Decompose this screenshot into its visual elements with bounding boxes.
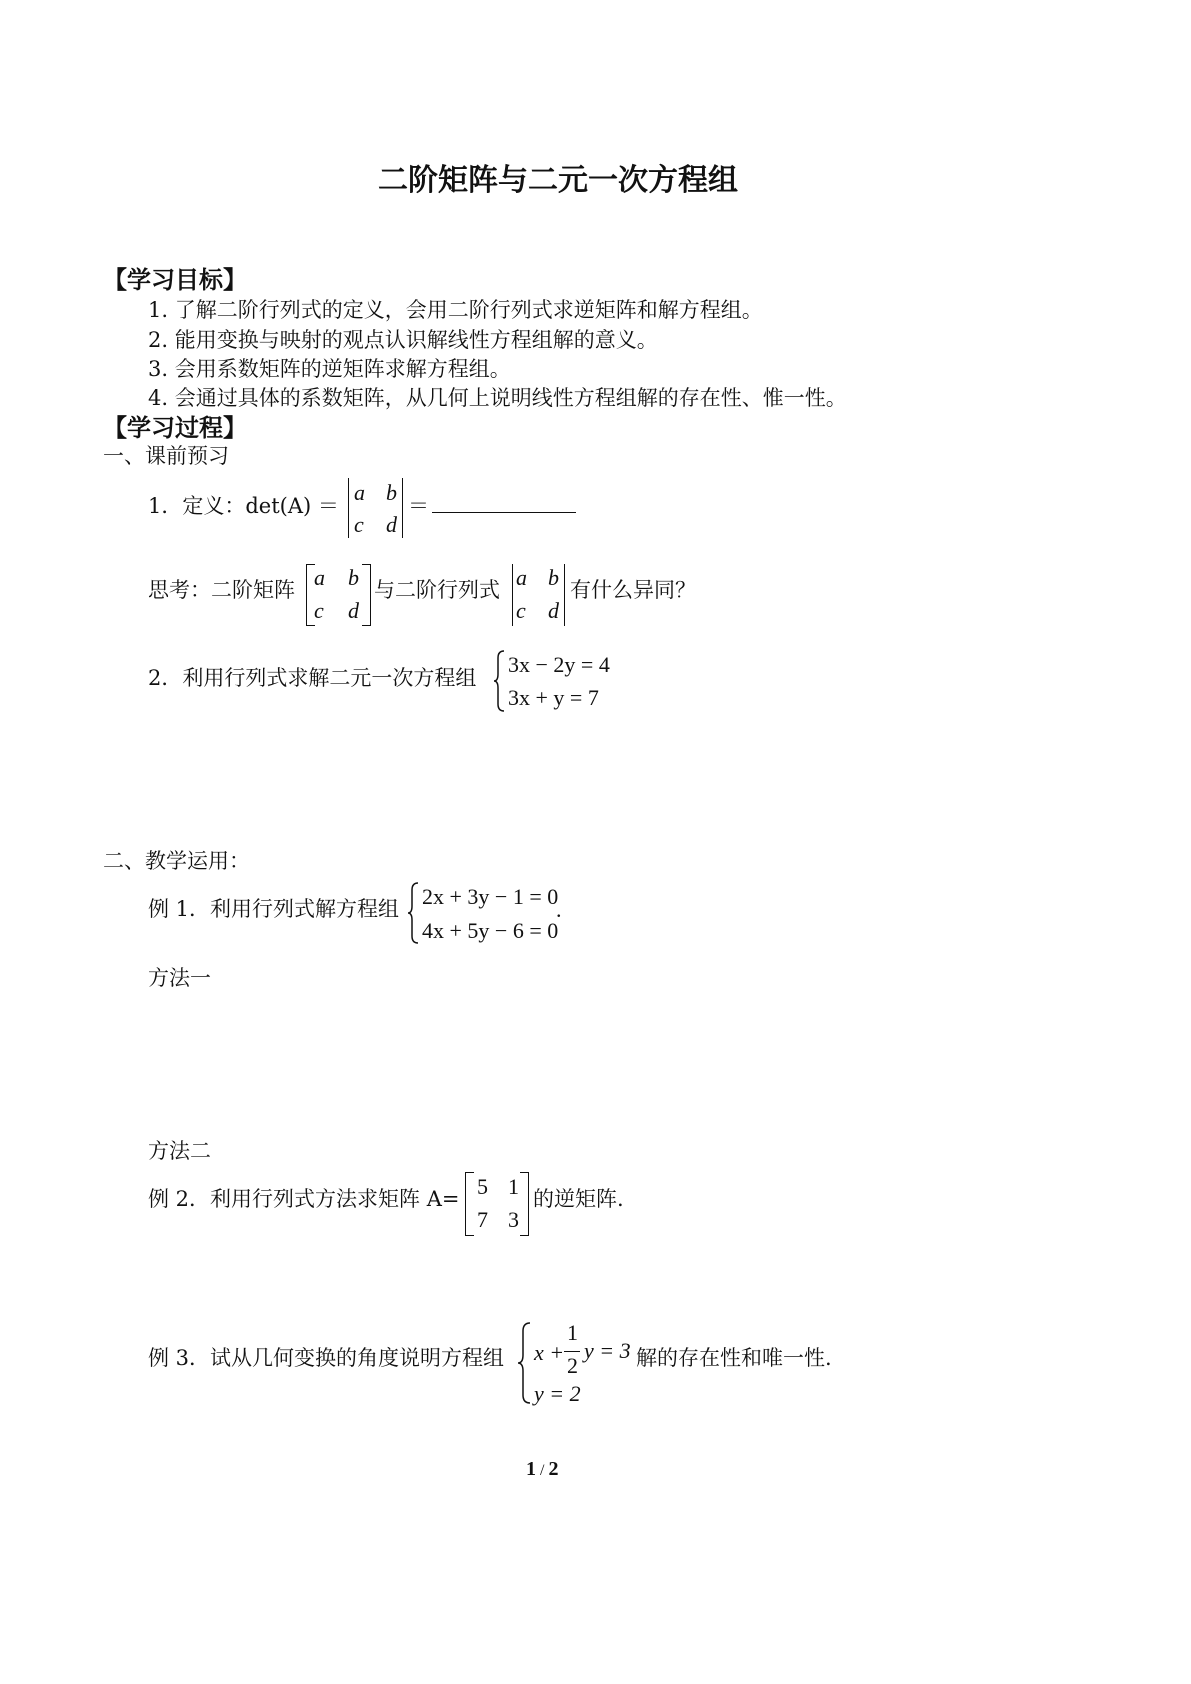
matrix-right-bracket <box>362 564 371 626</box>
goals-heading: 【学习目标】 <box>103 266 247 294</box>
ex1-eq1: 2x + 3y − 1 = 0 <box>422 884 559 909</box>
ex3-label: 例 3．试从几何变换的角度说明方程组 <box>148 1346 505 1370</box>
ex3-eq2: y = 2 <box>534 1381 581 1406</box>
ex3-eq1-left: x + <box>534 1340 565 1365</box>
det-a: a <box>354 480 365 505</box>
ex3-frac-den: 2 <box>567 1353 578 1378</box>
ex2-m12: 1 <box>508 1174 519 1199</box>
think-det-a: a <box>516 565 527 590</box>
page-current: 1 <box>526 1458 536 1480</box>
q2-brace <box>494 650 506 712</box>
ex1-brace <box>408 882 420 944</box>
answer-blank[interactable] <box>432 512 576 513</box>
q1-label: 1．定义：det(A) ＝ <box>148 494 339 518</box>
ex2-left-bracket <box>465 1172 474 1236</box>
think-middle: 与二阶行列式 <box>374 578 500 602</box>
page-total: 2 <box>548 1458 559 1480</box>
ex3-frac-line <box>564 1351 580 1352</box>
ex1-label: 例 1．利用行列式解方程组 <box>148 897 400 921</box>
goal-item-4: 4. 会通过具体的系数矩阵，从几何上说明线性方程组解的存在性、惟一性。 <box>148 386 847 410</box>
part1-heading: 一、课前预习 <box>103 444 229 468</box>
q2-label: 2．利用行列式求解二元一次方程组 <box>148 666 477 690</box>
det-d: d <box>386 512 397 537</box>
ex2-m11: 5 <box>477 1174 488 1199</box>
ex2-suffix: 的逆矩阵. <box>533 1187 624 1211</box>
det-right-bar <box>402 478 403 538</box>
ex3-suffix: 解的存在性和唯一性. <box>636 1346 832 1370</box>
ex1-eq2: 4x + 5y − 6 = 0 <box>422 918 559 943</box>
ex2-right-bracket <box>520 1172 529 1236</box>
page-separator: / <box>536 1462 549 1479</box>
ex2-m21: 7 <box>477 1207 488 1232</box>
goal-item-1: 1. 了解二阶行列式的定义，会用二阶行列式求逆矩阵和解方程组。 <box>148 298 763 322</box>
q2-eq1: 3x − 2y = 4 <box>508 652 610 677</box>
think-matrix-d: d <box>348 598 359 623</box>
think-matrix-c: c <box>314 598 324 623</box>
ex1-end: . <box>556 897 562 922</box>
page-number <box>526 1458 558 1481</box>
goal-item-2: 2. 能用变换与映射的观点认识解线性方程组解的意义。 <box>148 328 658 352</box>
q1-equals: ＝ <box>408 494 429 518</box>
ex3-brace <box>518 1322 532 1404</box>
method2-label: 方法二 <box>148 1139 211 1163</box>
det-b: b <box>386 480 397 505</box>
process-heading: 【学习过程】 <box>103 414 247 442</box>
page-title: 二阶矩阵与二元一次方程组 <box>378 163 738 198</box>
think-det-right-bar <box>564 564 565 626</box>
think-suffix: 有什么异同？ <box>570 578 696 602</box>
ex3-eq1-right: y = 3 <box>584 1338 631 1363</box>
ex3-frac-num: 1 <box>567 1320 578 1345</box>
think-matrix-b: b <box>348 565 359 590</box>
think-det-c: c <box>516 598 526 623</box>
det-left-bar <box>348 478 349 538</box>
think-det-left-bar <box>512 564 513 626</box>
ex2-m22: 3 <box>508 1207 519 1232</box>
think-det-d: d <box>548 598 559 623</box>
goal-item-3: 3. 会用系数矩阵的逆矩阵求解方程组。 <box>148 357 511 381</box>
ex2-label: 例 2．利用行列式方法求矩阵 A= <box>148 1187 460 1211</box>
method1-label: 方法一 <box>148 966 211 990</box>
q2-eq2: 3x + y = 7 <box>508 685 599 710</box>
part2-heading: 二、教学运用： <box>103 849 250 873</box>
det-c: c <box>354 512 364 537</box>
think-matrix-a: a <box>314 565 325 590</box>
think-det-b: b <box>548 565 559 590</box>
think-prefix: 思考：二阶矩阵 <box>148 578 295 602</box>
